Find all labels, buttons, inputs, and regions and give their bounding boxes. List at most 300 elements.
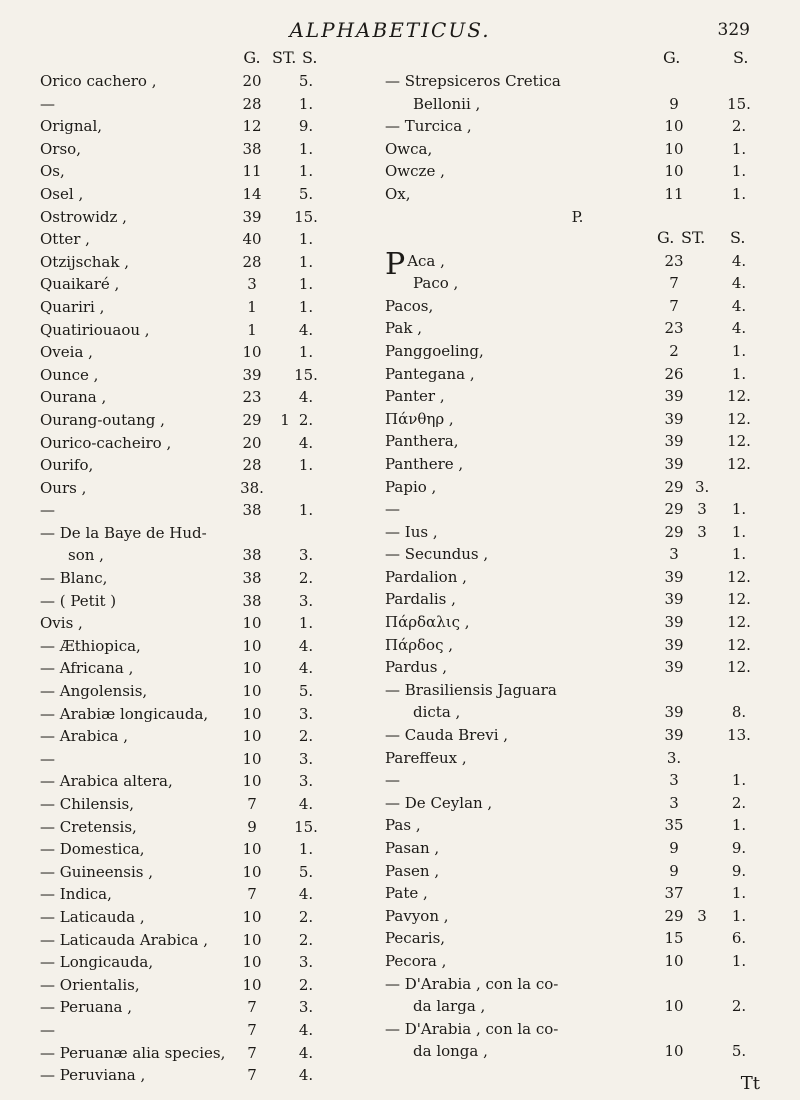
entry-genus: 20 <box>242 433 262 452</box>
entry-name: Quariri , <box>40 297 105 316</box>
entry-species: 1. <box>731 184 747 203</box>
entry-species: 12. <box>727 409 751 428</box>
table-row <box>40 883 380 906</box>
entry-name: — Orientalis, <box>40 975 140 994</box>
entry-species: 1. <box>731 341 747 360</box>
entry-name: da larga , <box>413 997 486 1016</box>
entry-name: — Laticauda , <box>40 907 145 926</box>
table-row <box>385 566 770 589</box>
entry-genus: 10 <box>664 951 684 970</box>
entry-name: Pas , <box>385 816 421 835</box>
entry-name: Ourico-cacheiro , <box>40 433 172 452</box>
right-entries-top <box>385 70 770 206</box>
entry-name: — Africana , <box>40 659 134 678</box>
entry-name: — <box>40 749 55 768</box>
entry-genus: 28 <box>242 94 262 113</box>
entry-name: — Arabica , <box>40 727 128 746</box>
entry-stirps: 1 <box>280 410 290 429</box>
entry-genus: 10 <box>242 862 262 881</box>
entry-name: — <box>40 94 55 113</box>
entry-species: 2. <box>298 569 314 588</box>
entry-name: — De la Baye de Hud- <box>40 523 207 542</box>
running-title: ALPHABETICUS. <box>289 18 491 42</box>
entry-name: — Peruanæ alia species, <box>40 1043 226 1062</box>
entry-species: 5. <box>298 72 314 90</box>
entry-species: 4. <box>731 319 747 338</box>
table-row <box>40 273 380 296</box>
table-row <box>40 522 380 545</box>
table-row <box>40 567 380 590</box>
entry-name: son , <box>68 546 104 565</box>
table-row <box>385 295 770 318</box>
entry-genus: 10 <box>242 682 262 701</box>
table-row <box>40 386 380 409</box>
table-row <box>385 317 770 340</box>
entry-genus: 10 <box>242 907 262 926</box>
entry-genus: 15 <box>664 929 684 948</box>
entry-name: Ourang-outang , <box>40 410 165 429</box>
entry-species: 1. <box>298 230 314 249</box>
entry-name: Ounce , <box>40 365 99 384</box>
table-row <box>385 138 770 161</box>
entry-name: Ovis , <box>40 614 83 633</box>
table-row <box>385 363 770 386</box>
entry-genus: 1 <box>247 297 257 316</box>
entry-species: 3. <box>298 704 314 723</box>
entry-species: 2. <box>731 997 747 1016</box>
entry-name: — Cauda Brevi , <box>385 726 509 745</box>
table-row <box>40 951 380 974</box>
entry-genus: 39 <box>242 207 262 226</box>
table-row <box>40 1064 380 1087</box>
entry-name: Otter , <box>40 230 90 249</box>
entry-species: 4. <box>731 274 747 293</box>
catchword: Tt <box>740 1073 760 1094</box>
table-row <box>385 634 770 657</box>
entry-species: 12. <box>727 590 751 609</box>
entry-species: 1. <box>298 162 314 181</box>
entry-genus: 3 <box>669 793 679 812</box>
entry-genus: 10 <box>664 162 684 181</box>
table-row <box>385 183 770 206</box>
table-row <box>40 409 380 432</box>
entry-genus: 1 <box>247 320 257 339</box>
entry-genus: 39 <box>664 658 684 677</box>
entry-genus: 39 <box>664 635 684 654</box>
entry-genus: 7 <box>669 296 679 315</box>
entry-name: Paco , <box>413 274 459 293</box>
entry-species: 4. <box>298 795 314 813</box>
entry-species: 1. <box>298 343 314 362</box>
entry-species: 6. <box>731 929 747 948</box>
entry-genus: 28 <box>242 252 262 271</box>
table-row <box>385 340 770 363</box>
header-stirps: ST. <box>272 48 297 67</box>
entry-genus: 39 <box>664 726 684 745</box>
entry-species: 4. <box>298 636 314 655</box>
entry-genus: 9 <box>669 839 679 857</box>
entry-name: Pardalis , <box>385 590 456 609</box>
right-column <box>385 48 770 1063</box>
table-row <box>385 476 770 499</box>
table-row <box>385 679 770 702</box>
table-row <box>385 498 770 521</box>
entry-species: 4. <box>298 1020 314 1039</box>
table-row <box>40 183 380 206</box>
table-row <box>385 837 770 860</box>
entry-name: Pareffeux , <box>385 748 467 767</box>
table-row <box>385 950 770 973</box>
table-row <box>385 860 770 883</box>
table-row <box>40 93 380 116</box>
table-row <box>385 70 770 93</box>
entry-name: — Ius , <box>385 522 438 541</box>
entry-name: — Blanc, <box>40 569 108 588</box>
entry-name: da longa , <box>413 1042 488 1061</box>
entry-genus: 10 <box>242 614 262 633</box>
entry-genus: 39 <box>664 432 684 451</box>
entry-name: Panthere , <box>385 454 464 473</box>
header-genus: G. <box>663 48 681 67</box>
table-row <box>40 703 380 726</box>
entry-species: 1. <box>298 275 314 294</box>
entry-genus: 7 <box>247 795 257 813</box>
entry-genus: 10 <box>242 727 262 746</box>
table-row <box>40 590 380 613</box>
table-row <box>40 432 380 455</box>
table-row <box>40 544 380 567</box>
entry-name: Pardus , <box>385 658 448 677</box>
entry-species: 5. <box>298 862 314 881</box>
entry-species: 1. <box>731 545 747 564</box>
entry-genus: 29 <box>242 410 262 429</box>
table-row <box>40 748 380 771</box>
entry-species: 4. <box>298 1043 314 1062</box>
entry-name: — Peruviana , <box>40 1066 146 1085</box>
table-row <box>385 747 770 770</box>
entry-name: — Indica, <box>40 885 112 904</box>
right-column-header <box>385 228 770 250</box>
table-row <box>40 1042 380 1065</box>
table-row <box>385 408 770 431</box>
table-row <box>385 272 770 295</box>
entry-name: Orso, <box>40 139 81 158</box>
entry-species: 4. <box>298 320 314 339</box>
entry-genus: 23 <box>664 251 684 270</box>
entry-name: Πάνθηρ , <box>385 409 454 428</box>
entry-name: — Cretensis, <box>40 817 137 836</box>
entry-name: Πάρδος , <box>385 635 454 654</box>
table-row <box>40 251 380 274</box>
table-row <box>385 430 770 453</box>
entry-name: Pecora , <box>385 951 447 970</box>
entry-genus: 39 <box>664 409 684 428</box>
entry-genus: 37 <box>664 884 684 903</box>
table-row <box>385 246 770 282</box>
entry-species: 1. <box>298 456 314 475</box>
entry-species: 12. <box>727 613 751 632</box>
entry-name: — Turcica , <box>385 117 472 136</box>
table-row <box>385 973 770 996</box>
table-row <box>385 905 770 928</box>
table-row <box>40 341 380 364</box>
table-row <box>40 838 380 861</box>
header-species: S. <box>730 227 746 247</box>
entry-name: — Domestica, <box>40 840 145 859</box>
entry-species: 5. <box>298 184 314 203</box>
entry-species: 1. <box>731 162 747 181</box>
entry-species: 9. <box>731 861 747 880</box>
entry-genus: 7 <box>247 1066 257 1085</box>
entry-genus: 20 <box>242 72 262 90</box>
entry-genus: 39 <box>242 365 262 384</box>
entry-species: 4. <box>298 1066 314 1085</box>
entry-name-text: Aca , <box>407 251 445 270</box>
entry-genus: 3 <box>669 771 679 790</box>
entry-genus: 39 <box>664 703 684 722</box>
table-row <box>385 814 770 837</box>
entry-species: 12. <box>727 658 751 677</box>
entry-species: 15. <box>294 365 318 384</box>
header-species: S. <box>302 48 318 67</box>
entry-genus: 14 <box>242 184 262 203</box>
right-column-header-top <box>385 48 770 70</box>
entry-genus: 10 <box>242 953 262 972</box>
entry-genus: 39 <box>664 590 684 609</box>
table-row <box>385 93 770 116</box>
entry-genus: 10 <box>242 930 262 949</box>
table-row <box>385 453 770 476</box>
entry-name: Quatiriouaou , <box>40 320 150 339</box>
entry-name: — <box>385 500 400 519</box>
entry-genus: 2 <box>669 341 679 360</box>
table-row <box>385 611 770 634</box>
header-species: S. <box>733 48 749 67</box>
entry-species: 1. <box>298 94 314 113</box>
entry-name: — Arabiæ longicauda, <box>40 704 209 723</box>
entry-name: Oveia , <box>40 343 93 362</box>
entry-genus: 7 <box>247 885 257 904</box>
entry-genus: 29 <box>664 477 684 496</box>
entry-species: 1. <box>731 500 747 519</box>
entry-genus: 3 <box>669 545 679 564</box>
entry-species: 1. <box>298 840 314 859</box>
entry-genus: 38 <box>242 569 262 588</box>
entry-genus: 10 <box>664 139 684 158</box>
entry-name: — Secundus , <box>385 545 489 564</box>
entry-name: — Arabica altera, <box>40 772 173 791</box>
table-row <box>385 115 770 138</box>
entry-species: 1. <box>731 951 747 970</box>
section-letter-row <box>385 206 770 228</box>
entry-species: 4. <box>298 433 314 452</box>
left-column-header <box>40 48 380 70</box>
table-row <box>40 612 380 635</box>
entry-species: 1. <box>298 139 314 158</box>
table-row <box>40 138 380 161</box>
entry-species: 2. <box>731 117 747 136</box>
entry-genus: 3. <box>666 748 682 767</box>
entry-species: 3. <box>298 591 314 610</box>
table-row <box>385 724 770 747</box>
entry-name: Pak , <box>385 319 422 338</box>
entry-name: Osel , <box>40 184 84 203</box>
entry-name: Pasen , <box>385 861 440 880</box>
entry-name: Pavyon , <box>385 906 449 925</box>
entry-name: — Brasiliensis Jaguara <box>385 680 557 699</box>
table-row <box>40 816 380 839</box>
entry-species: 5. <box>731 1042 747 1061</box>
entry-name: Owcze , <box>385 162 445 181</box>
entry-stirps: 3. <box>695 477 710 496</box>
entry-genus: 28 <box>242 456 262 475</box>
entry-genus: 38 <box>242 501 262 520</box>
entry-genus: 7 <box>669 274 679 293</box>
entry-stirps: 3 <box>697 522 707 541</box>
entry-genus: 11 <box>242 162 262 181</box>
entry-species: 1. <box>731 816 747 835</box>
entry-name: — Longicauda, <box>40 953 154 972</box>
table-row <box>40 725 380 748</box>
table-row <box>40 906 380 929</box>
header-stirps: ST. <box>681 227 706 247</box>
table-row <box>40 657 380 680</box>
table-row <box>40 296 380 319</box>
entry-name: — ( Petit ) <box>40 591 117 610</box>
entry-name: — Laticauda Arabica , <box>40 930 209 949</box>
entry-genus: 23 <box>664 319 684 338</box>
table-row <box>385 1018 770 1041</box>
table-row <box>385 521 770 544</box>
entry-genus: 38 <box>242 546 262 565</box>
entry-species: 4. <box>731 296 747 315</box>
table-row <box>385 769 770 792</box>
entry-genus: 29 <box>664 906 684 925</box>
entry-species: 2. <box>298 975 314 994</box>
left-entries <box>40 70 380 1087</box>
entry-species: 1. <box>731 364 747 383</box>
table-row <box>385 160 770 183</box>
drop-cap: P <box>385 246 406 282</box>
entry-genus: 40 <box>242 230 262 249</box>
entry-species: 3. <box>298 749 314 768</box>
entry-species: 2. <box>298 727 314 746</box>
entry-species: 1. <box>731 906 747 925</box>
entry-species: 13. <box>727 726 751 745</box>
entry-species: 5. <box>298 682 314 701</box>
entry-name: Os, <box>40 162 65 181</box>
entry-species: 15. <box>294 817 318 836</box>
entry-species: 2. <box>298 930 314 949</box>
entry-species: 15. <box>294 207 318 226</box>
entry-species: 12. <box>727 567 751 586</box>
entry-genus: 26 <box>664 364 684 383</box>
entry-genus: 10 <box>242 659 262 678</box>
table-row <box>40 454 380 477</box>
entry-name: — Strepsiceros Cretica <box>385 72 561 90</box>
table-row <box>40 793 380 816</box>
table-row <box>385 927 770 950</box>
entry-genus: 10 <box>242 636 262 655</box>
table-row <box>385 588 770 611</box>
table-row <box>40 70 380 93</box>
entry-species: 1. <box>298 614 314 633</box>
entry-genus: 9 <box>669 94 679 113</box>
entry-species: 4. <box>731 251 747 270</box>
entry-name: — Angolensis, <box>40 682 148 701</box>
header-genus: G. <box>243 48 261 67</box>
entry-name: — Æthiopica, <box>40 636 141 655</box>
entry-species: 1. <box>731 139 747 158</box>
table-row <box>385 792 770 815</box>
table-row <box>40 206 380 229</box>
entry-species: 1. <box>731 522 747 541</box>
entry-genus: 29 <box>664 500 684 519</box>
entry-species: 1. <box>298 501 314 520</box>
entry-name: Quaikaré , <box>40 275 120 294</box>
entry-name: — D'Arabia , con la co- <box>385 1019 559 1038</box>
page-number: 329 <box>717 20 750 40</box>
entry-genus: 7 <box>247 1043 257 1062</box>
entry-name: Pantegana , <box>385 364 475 383</box>
entry-species: 1. <box>298 297 314 316</box>
entry-genus: 10 <box>242 749 262 768</box>
entry-name: Panter , <box>385 387 445 406</box>
entry-species: 2. <box>298 907 314 926</box>
table-row <box>385 543 770 566</box>
entry-name: Bellonii , <box>413 94 481 113</box>
entry-genus: 38 <box>242 139 262 158</box>
entry-name: — Guineensis , <box>40 862 154 881</box>
entry-name: Ostrowidz , <box>40 207 127 226</box>
table-row <box>40 929 380 952</box>
table-row <box>385 385 770 408</box>
entry-species: 1. <box>731 884 747 903</box>
table-row <box>40 635 380 658</box>
entry-genus: 38. <box>240 478 264 497</box>
entry-species: 3. <box>298 998 314 1017</box>
entry-genus: 10 <box>242 840 262 859</box>
entry-genus: 39 <box>664 387 684 406</box>
entry-genus: 10 <box>664 1042 684 1061</box>
entry-species: 12. <box>727 454 751 473</box>
entry-name: Panggoeling, <box>385 341 484 360</box>
entry-name: — Chilensis, <box>40 795 134 813</box>
entry-species: 4. <box>298 659 314 678</box>
table-row <box>40 861 380 884</box>
table-row <box>40 160 380 183</box>
entry-species: 1. <box>731 771 747 790</box>
entry-stirps: 3 <box>697 500 707 519</box>
entry-name: Ours , <box>40 478 87 497</box>
right-entries <box>385 246 770 1063</box>
entry-genus: 39 <box>664 613 684 632</box>
entry-species: 2. <box>731 793 747 812</box>
entry-species: 3. <box>298 772 314 791</box>
entry-name: Orignal, <box>40 117 103 136</box>
entry-species: 9. <box>731 839 747 857</box>
table-row <box>40 319 380 342</box>
entry-species: 12. <box>727 635 751 654</box>
entry-name: Ourana , <box>40 388 107 407</box>
entry-species: 3. <box>298 953 314 972</box>
entry-species: 4. <box>298 388 314 407</box>
entry-name: Owca, <box>385 139 433 158</box>
table-row <box>385 1040 770 1063</box>
entry-species: 9. <box>298 117 314 136</box>
entry-genus: 10 <box>664 997 684 1016</box>
header-genus: G. <box>657 227 675 247</box>
